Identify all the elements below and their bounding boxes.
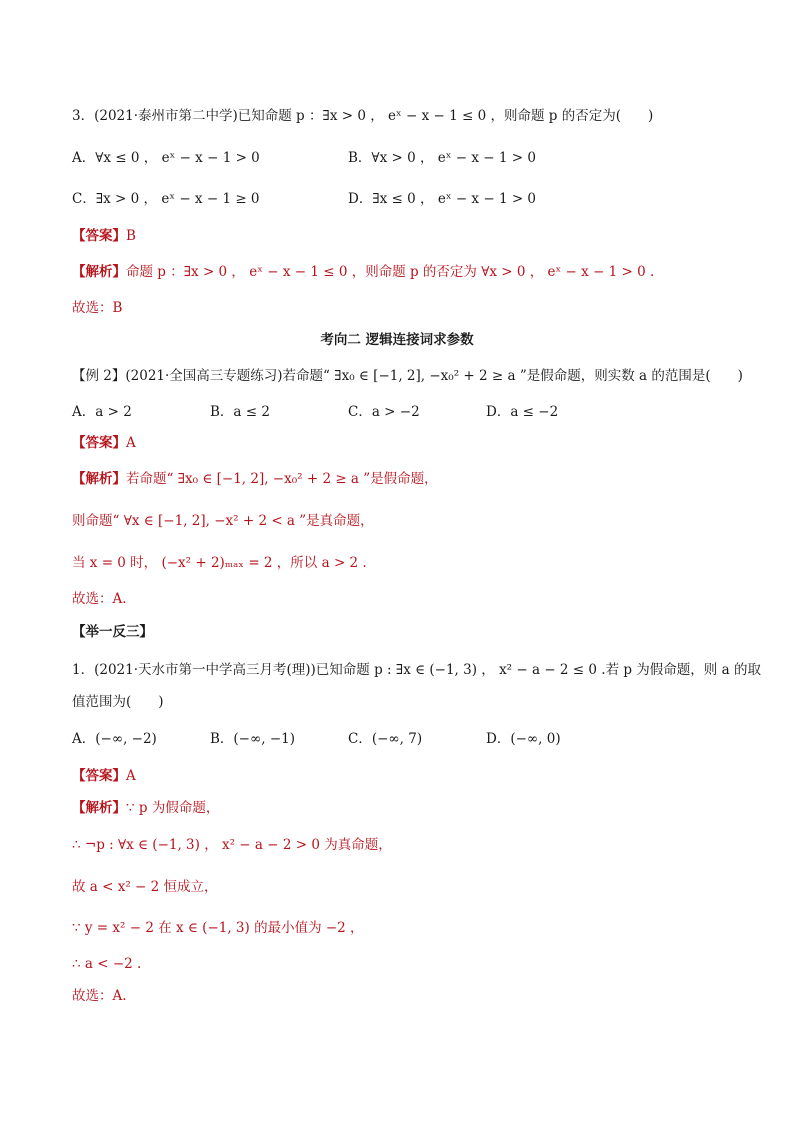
answer-tag: 【答案】 (72, 435, 126, 451)
analysis-tag: 【解析】 (72, 800, 126, 816)
p1-choice: 故选：A. (72, 988, 127, 1004)
q3-answer (72, 226, 136, 246)
analysis-text: ∵ p 为假命题， (126, 800, 220, 816)
section-title: 考向二 逻辑连接词求参数 (320, 332, 474, 348)
ex2-answer (72, 433, 136, 453)
ex2-option-d: D．a ≤ −2 (486, 404, 559, 420)
example-2-stem: 【例 2】(2021·全国高三专题练习)若命题“ ∃x₀ ∈ [−1, 2], −x₀² + 2 ≥ a ”是假命题，则实数 a 的范围是( ) (72, 368, 743, 384)
ex2-analysis-line-2: 则命题“ ∀x ∈ [−1, 2], −x² + 2 < a ”是真命题， (72, 513, 374, 529)
p1-option-c: C．(−∞, 7) (348, 731, 423, 747)
p1-analysis-line-2: ∴ ¬p : ∀x ∈ (−1, 3) ， x² − a − 2 > 0 为真命题， (72, 837, 392, 853)
q3-option-c: C．∃x > 0 ， eˣ − x − 1 ≥ 0 (72, 191, 260, 207)
q3-option-a: A．∀x ≤ 0 ， eˣ − x − 1 > 0 (72, 150, 260, 166)
ex2-option-b: B．a ≤ 2 (210, 404, 270, 420)
analysis-tag: 【解析】 (72, 264, 126, 280)
p1-analysis-line-4: ∵ y = x² − 2 在 x ∈ (−1, 3) 的最小值为 −2 ， (72, 920, 364, 936)
analysis-tag: 【解析】 (72, 471, 126, 487)
answer-value: A (126, 435, 136, 451)
ex2-choice: 故选：A. (72, 591, 127, 607)
q3-analysis (72, 262, 654, 282)
p1-analysis-line-5: ∴ a < −2 . (72, 956, 142, 972)
ex2-analysis-line-3: 当 x = 0 时， (−x² + 2)ₘₐₓ = 2 ，所以 a > 2 . (72, 555, 367, 571)
p1-answer (72, 766, 136, 786)
practice-title: 【举一反三】 (72, 624, 153, 640)
question-3-stem: 3．(2021·泰州市第二中学)已知命题 p ：∃x > 0 ， eˣ − x − 1 ≤ 0 ，则命题 p 的否定为( ) (72, 108, 654, 124)
p1-option-b: B．(−∞, −1) (210, 731, 295, 747)
answer-tag: 【答案】 (72, 768, 126, 784)
ex2-option-c: C．a > −2 (348, 404, 420, 420)
answer-value: A (126, 768, 136, 784)
answer-tag: 【答案】 (72, 228, 126, 244)
p1-option-a: A．(−∞, −2) (72, 731, 157, 747)
answer-value: B (126, 228, 136, 244)
ex2-option-a: A．a > 2 (72, 404, 132, 420)
p1-stem-line-2: 值范围为( ) (72, 694, 164, 710)
p1-analysis-line-3: 故 a < x² − 2 恒成立， (72, 879, 218, 895)
p1-analysis (72, 798, 219, 818)
p1-option-d: D．(−∞, 0) (486, 731, 561, 747)
ex2-analysis (72, 469, 438, 489)
p1-stem-line-1: 1．(2021·天水市第一中学高三月考(理))已知命题 p : ∃x ∈ (−1, 3) ， x² − a − 2 ≤ 0 .若 p 为假命题，则 a 的取 (72, 662, 761, 678)
q3-option-b: B．∀x > 0 ， eˣ − x − 1 > 0 (348, 150, 536, 166)
q3-option-d: D．∃x ≤ 0 ， eˣ − x − 1 > 0 (348, 191, 537, 207)
analysis-text: 命题 p ：∃x > 0 ， eˣ − x − 1 ≤ 0 ，则命题 p 的否定为 ∀x > 0 ， eˣ − x − 1 > 0 . (126, 264, 655, 280)
q3-choice: 故选：B (72, 300, 123, 316)
analysis-text: 若命题“ ∃x₀ ∈ [−1, 2], −x₀² + 2 ≥ a ”是假命题， (126, 471, 438, 487)
